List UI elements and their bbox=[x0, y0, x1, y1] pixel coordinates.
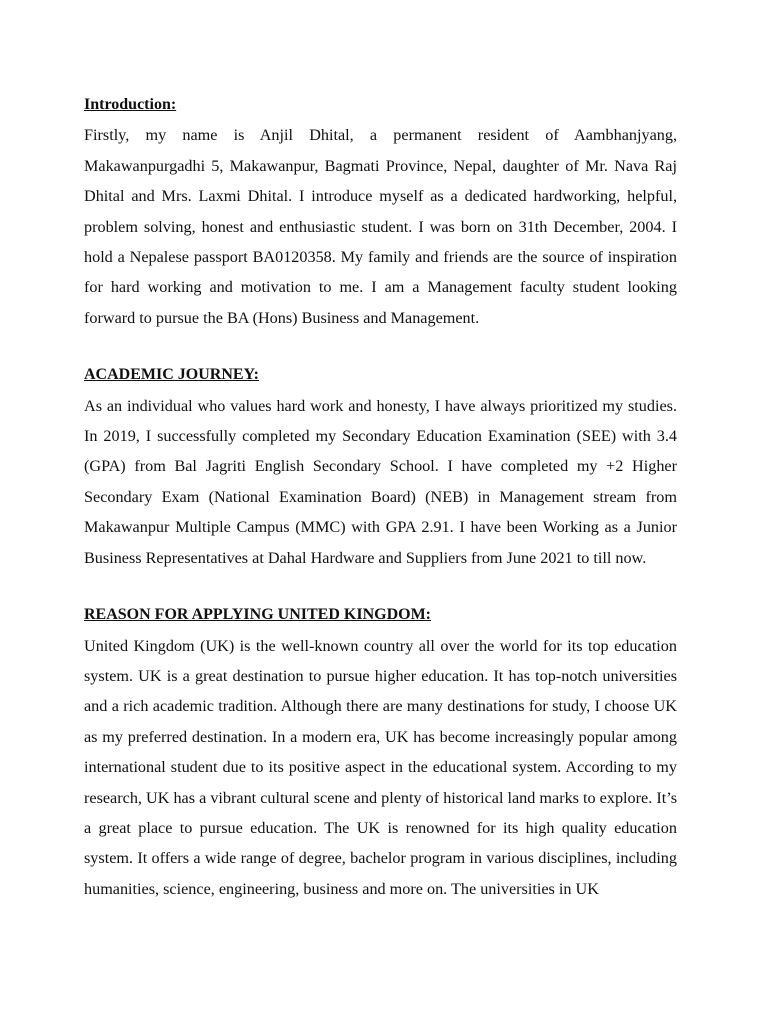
document-page bbox=[84, 90, 677, 904]
introduction-heading: Introduction: bbox=[84, 96, 177, 113]
section-spacer bbox=[84, 333, 677, 360]
reason-heading: REASON FOR APPLYING UNITED KINGDOM: bbox=[84, 606, 431, 624]
section-spacer bbox=[84, 573, 677, 600]
academic-journey-paragraph: As an individual who values hard work and honesty, I have always prioritized my studies. In 2019, I successfully completed my Secondary Education Examination (SEE) with 3.4 (GPA) from Bal Jagriti English Secondary School. I have completed my +2 Higher Secondary Exam (National Examination Board) (NEB) in Management stream from Makawanpur Multiple Campus (MMC) with GPA 2.91. I have been Working as a Junior Business Representatives at Dahal Hardware and Suppliers from June 2021 to till now. bbox=[84, 396, 677, 567]
reason-paragraph: United Kingdom (UK) is the well-known country all over the world for its top education system. UK is a great destination to pursue higher education. It has top-notch universities and a rich academic tradition. Although there are many destinations for study, I choose UK as my preferred destination. In a modern era, UK has become increasingly popular among international student due to its positive aspect in the educational system. According to my research, UK has a vibrant cultural scene and plenty of historical land marks to explore. It’s a great place to pursue education. The UK is renowned for its high quality education system. It offers a wide range of degree, bachelor program in various disciplines, including humanities, science, engineering, business and more on. The universities in UK bbox=[84, 636, 677, 898]
introduction-paragraph: Firstly, my name is Anjil Dhital, a permanent resident of Aambhanjyang, Makawanpurgadhi 5, Makawanpur, Bagmati Province, Nepal, daughter of Mr. Nava Raj Dhital and Mrs. Laxmi Dhital. I introduce myself as a dedicated hardworking, helpful, problem solving, honest and enthusiastic student. I was born on 31th December, 2004. I hold a Nepalese passport BA0120358. My family and friends are the source of inspiration for hard working and motivation to me. I am a Management faculty student looking forward to pursue the BA (Hons) Business and Management. bbox=[84, 126, 677, 327]
academic-journey-heading: ACADEMIC JOURNEY: bbox=[84, 366, 259, 384]
